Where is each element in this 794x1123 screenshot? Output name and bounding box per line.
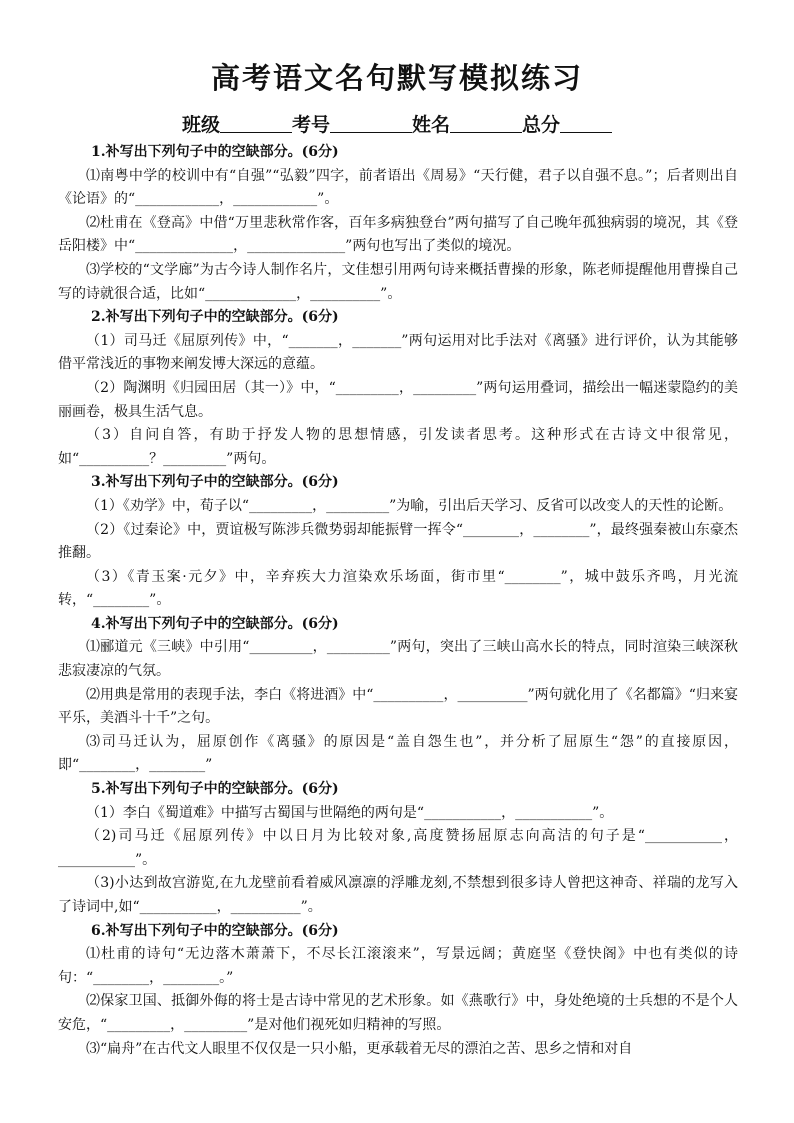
question-6 [58,920,738,1062]
question-item: ⑶学校的“文学廊”为古今诗人制作名片，文佳想引用两句诗来概括曹操的形象，陈老师提醒他用曹操自己写的诗就很合适，比如“_____________，__________”。 [58,261,738,302]
question-heading: 5.补写出下列句子中的空缺部分。(6分) [91,781,339,798]
question-item: ⑴杜甫的诗句“无边落木萧萧下，不尽长江滚滚来”，写景远阔；黄庭坚《登快阁》中也有类似的诗句：“________，________。” [58,946,738,986]
question-item: ⑶“扁舟”在古代文人眼里不仅仅是一只小船，更承载着无尽的漂泊之苦、思乡之情和对自 [86,1040,633,1057]
question-4 [58,613,738,778]
question-item: ⑵用典是常用的表现手法，李白《将进酒》中“__________，__________”两句就化用了《名都篇》“归来宴平乐，美酒斗十千”之句。 [58,686,738,727]
page-title: 高考语文名句默写模拟练习 [210,61,583,95]
question-item: ⑴南粤中学的校训中有“自强”“弘毅”四字，前者语出《周易》“天行健，君子以自强不息。”；后者则出自《论语》的“____________，____________”。 [58,167,738,208]
number-label: 考号 [291,114,330,136]
question-item: ⑵保家卫国、抵御外侮的将士是古诗中常见的艺术形象。如《燕歌行》中，身处绝境的士兵想的不是个人安危，“_________，_________”是对他们视死如归精神的写照。 [58,993,738,1033]
question-2 [58,306,738,471]
question-heading: 2.补写出下列句子中的空缺部分。(6分) [91,309,339,326]
question-item: ⑴郦道元《三峡》中引用“_________，_________”两句，突出了三峡山高水长的特点，同时渲染三峡深秋悲寂凄凉的气氛。 [58,639,738,680]
question-item: ⑵杜甫在《登高》中借“万里悲秋常作客，百年多病独登台”两句描写了自己晚年孤独病弱的境况，其《登岳阳楼》中“______________，______________”两句也写出了类似的境况。 [58,214,738,255]
name-blank[interactable] [450,112,522,133]
question-item: ⑶司马迁认为，屈原创作《离骚》的原因是“盖自怨生也”，并分析了屈原生“怨”的直接原因，即“________，________” [58,733,738,774]
question-heading: 6.补写出下列句子中的空缺部分。(6分) [91,922,339,939]
question-item: （2)司马迁《屈原列传》中以日月为比较对象,高度赞扬屈原志向高洁的句子是“___________，___________”。 [58,828,738,868]
question-item: （3)小达到故宫游览,在九龙壁前看着威风凛凛的浮雕龙刻,不禁想到很多诗人曾把这神奇、祥瑞的龙写入了诗词中,如“___________，__________”。 [58,875,738,915]
question-item: （1）司马迁《屈原列传》中，“_______，_______”两句运用对比手法对《离骚》进行评价，认为其能够借平常浅近的事物来阐发博大深远的意蕴。 [58,332,738,373]
questions [58,141,738,1061]
question-item: （2）《过秦论》中，贾谊极写陈涉兵微势弱却能振臂一挥令“________，________”，最终强秦被山东豪杰推翻。 [58,521,738,562]
question-item: （2）陶渊明《归园田居（其一）》中，“_________，_________”两句运用叠词，描绘出一幅迷蒙隐约的美丽画卷，极具生活气息。 [58,379,738,420]
question-1 [58,141,738,306]
question-item: （3）自问自答，有助于抒发人物的思想情感，引发读者思考。这种形式在古诗文中很常见，如“__________？_________”两句。 [58,427,738,467]
question-heading: 1.补写出下列句子中的空缺部分。(6分) [91,144,339,160]
question-item: （1）《劝学》中，荀子以“_________，_________”为喻，引出后天学习、反省可以改变人的天性的论断。 [86,497,733,514]
name-label: 姓名 [412,114,451,136]
question-item: （3）《青玉案·元夕》中，辛弃疾大力渲染欢乐场面，街市里“________”，城中鼓乐齐鸣，月光流转，“________”。 [58,568,738,609]
question-heading: 4.补写出下列句子中的空缺部分。(6分) [91,615,339,632]
class-label: 班级 [181,114,220,136]
question-5 [58,778,738,920]
question-3 [58,471,738,613]
number-blank[interactable] [330,112,412,133]
score-label: 总分 [522,114,561,136]
class-blank[interactable] [220,112,292,133]
question-item: （1）李白《蜀道难》中描写古蜀国与世隔绝的两句是“___________，___________”。 [86,804,614,821]
student-info-line [0,112,794,138]
question-heading: 3.补写出下列句子中的空缺部分。(6分) [91,474,339,491]
score-blank[interactable] [560,112,612,133]
